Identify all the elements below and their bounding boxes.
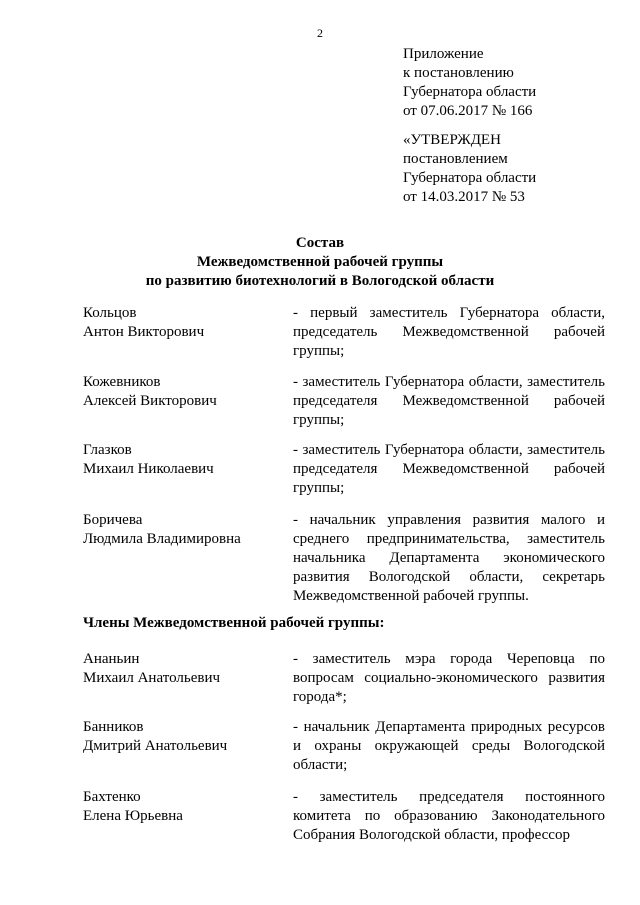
appendix-line: от 07.06.2017 № 166 — [403, 103, 533, 119]
person-name — [83, 788, 278, 826]
approval-block — [403, 131, 633, 207]
appendix-line: Приложение — [403, 46, 484, 62]
person-surname: Глазков — [83, 442, 132, 458]
appendix-block — [403, 45, 633, 121]
person-surname: Кожевников — [83, 374, 161, 390]
person-role: - заместитель Губернатора области, заместитель председателя Межведомственной рабочей группы; — [293, 442, 605, 496]
person-given-name: Дмитрий Анатольевич — [83, 738, 228, 754]
person-given-name: Алексей Викторович — [83, 393, 217, 409]
person-name — [83, 650, 278, 688]
person-role: - первый заместитель Губернатора области, председатель Межведомственной рабочей группы; — [293, 305, 605, 359]
page-number: 2 — [317, 26, 323, 40]
person-surname: Ананьин — [83, 651, 140, 667]
person-surname: Бахтенко — [83, 789, 141, 805]
person-role: - начальник управления развития малого и среднего предпринимательства, заместитель начальника Департамента экономического развития Вологодской области, секретарь Межведомственной рабочей группы. — [293, 512, 605, 604]
title-line-3: по развитию биотехнологий в Вологодской области — [145, 273, 495, 289]
person-surname: Банников — [83, 719, 144, 735]
person-role: - заместитель мэра города Череповца по вопросам социально-экономического развития города*; — [293, 651, 605, 705]
document-title — [0, 234, 640, 291]
person-name — [83, 373, 278, 411]
person-name — [83, 304, 278, 342]
title-line-2: Межведомственной рабочей группы — [196, 254, 444, 270]
title-line-1: Состав — [295, 235, 345, 251]
approval-line: Губернатора области — [403, 170, 537, 186]
person-name — [83, 511, 278, 549]
person-given-name: Михаил Анатольевич — [83, 670, 221, 686]
person-name — [83, 441, 278, 479]
person-role: - начальник Департамента природных ресурсов и охраны окружающей среды Вологодской области; — [293, 719, 605, 773]
person-given-name: Михаил Николаевич — [83, 461, 214, 477]
person-given-name: Людмила Владимировна — [83, 531, 241, 547]
appendix-line: к постановлению — [403, 65, 514, 81]
members-heading: Члены Межведомственной рабочей группы: — [83, 615, 385, 631]
person-given-name: Елена Юрьевна — [83, 808, 183, 824]
approval-line: от 14.03.2017 № 53 — [403, 189, 525, 205]
person-role: - заместитель Губернатора области, заместитель председателя Межведомственной рабочей группы; — [293, 374, 605, 428]
appendix-line: Губернатора области — [403, 84, 537, 100]
person-name — [83, 718, 278, 756]
person-surname: Боричева — [83, 512, 143, 528]
person-surname: Кольцов — [83, 305, 137, 321]
person-given-name: Антон Викторович — [83, 324, 205, 340]
person-role: - заместитель председателя постоянного комитета по образованию Законодательного Собрания Вологодской области, профессор — [293, 789, 605, 843]
approval-line: постановлением — [403, 151, 508, 167]
approval-line: «УТВЕРЖДЕН — [403, 132, 501, 148]
